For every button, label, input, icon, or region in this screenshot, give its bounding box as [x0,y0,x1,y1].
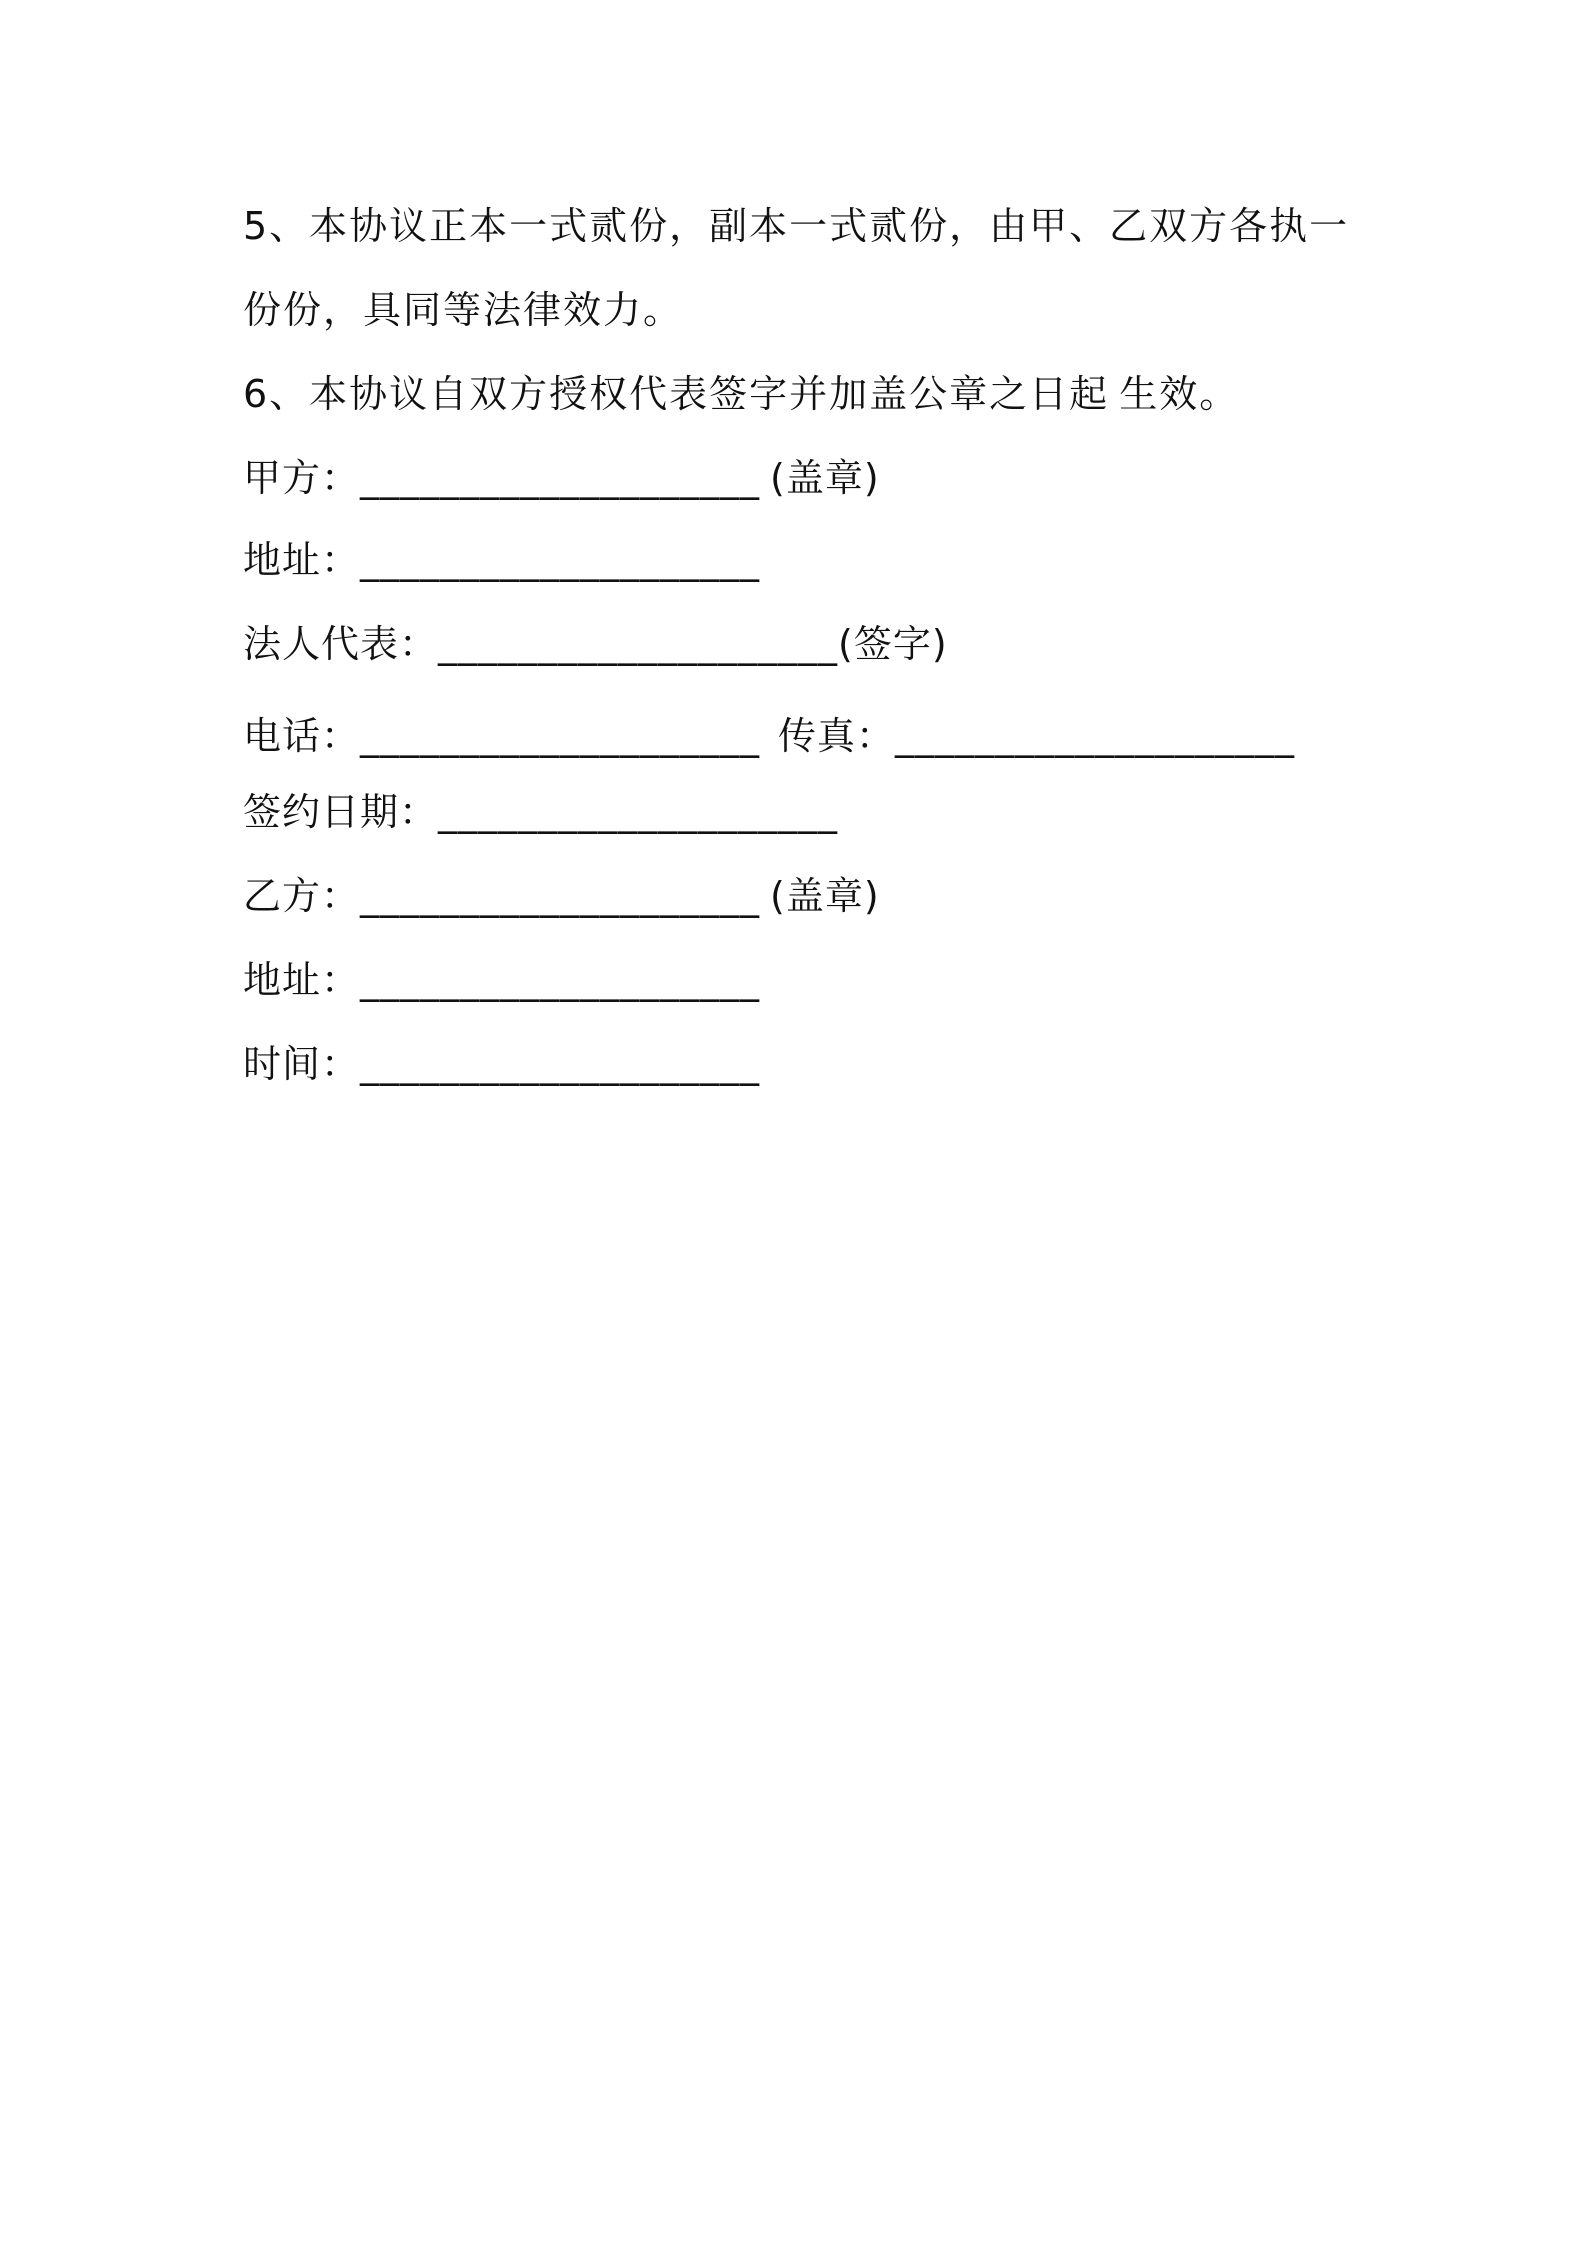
party-a-address-label: 地址： [243,538,361,582]
party-b-time-line [243,1040,760,1088]
party-b-time-blank: ____________________ [360,1042,761,1086]
clause-5-line-1 [243,202,1349,250]
party-a-contact-line [243,712,1295,760]
party-b-label: 乙方： [243,874,361,918]
party-a-address-line [243,536,760,584]
party-a-date-line [243,788,838,836]
party-b-line [243,872,880,920]
party-a-date-blank: ____________________ [438,790,839,834]
party-a-blank: ____________________ [360,456,761,500]
party-a-rep-line [243,620,948,668]
party-b-seal: (盖章) [770,874,880,918]
clause-5-text-1: 5、本协议正本一式贰份，副本一式贰份，由甲、乙双方各执一 [243,204,1350,248]
party-b-time-label: 时间： [243,1042,361,1086]
party-b-address-label: 地址： [243,958,361,1002]
party-a-sign: (签字) [838,622,948,666]
party-b-address-blank: ____________________ [360,958,761,1002]
party-b-blank: ____________________ [360,874,761,918]
party-a-rep-label: 法人代表： [243,622,439,666]
clause-5-text-2: 份份，具同等法律效力。 [243,288,684,332]
party-a-phone-blank: ____________________ [360,714,761,758]
party-a-seal: (盖章) [770,456,880,500]
clause-6-text: 6、本协议自双方授权代表签字并加盖公章之日起 [243,372,1110,416]
party-a-rep-blank: ____________________ [438,622,839,666]
party-a-label: 甲方： [243,456,361,500]
clause-6-text-end: 生效。 [1119,372,1240,416]
party-a-phone-label: 电话： [243,714,361,758]
party-b-address-line [243,956,760,1004]
party-a-line [243,454,880,502]
clause-5-line-2 [243,286,683,334]
clause-6-line [243,370,1239,418]
party-a-date-label: 签约日期： [243,790,439,834]
party-a-fax-label: 传真： [778,714,896,758]
party-a-address-blank: ____________________ [360,538,761,582]
party-a-fax-blank: ____________________ [895,714,1296,758]
